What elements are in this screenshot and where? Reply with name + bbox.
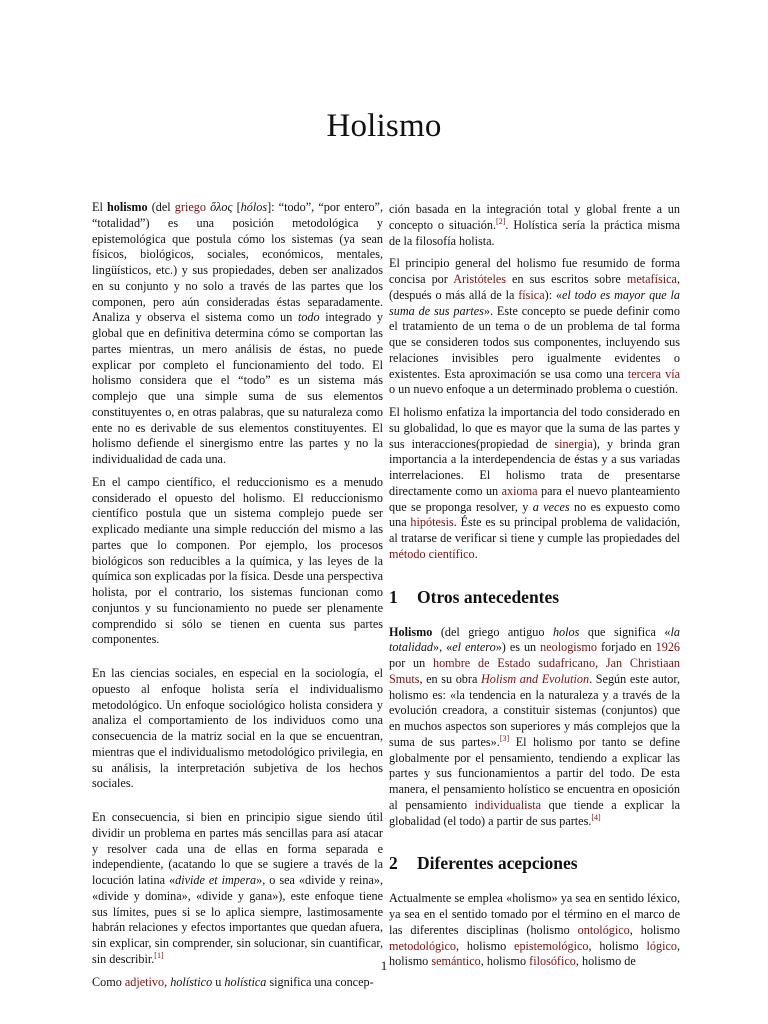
italic-term: holos — [552, 624, 580, 639]
paragraph-adjetivo — [92, 975, 383, 991]
paragraph-principio — [389, 256, 680, 398]
text: forjado en — [597, 640, 656, 655]
section-number: 1 — [389, 586, 398, 607]
text: , holismo — [588, 938, 647, 953]
text: u — [212, 974, 225, 989]
link-metodo-cientifico[interactable]: método científico — [389, 546, 475, 561]
italic-term: holístico — [170, 974, 213, 989]
link-smuts[interactable]: Jan Christiaan Smuts — [389, 656, 681, 686]
section-title: Otros antecedentes — [417, 586, 560, 607]
text: , holismo — [456, 938, 515, 953]
text: ») es un — [495, 640, 541, 655]
bold-term: Holismo — [389, 624, 433, 639]
text: (del griego antiguo — [432, 624, 553, 639]
link-filosofico[interactable]: filosófico — [529, 954, 576, 969]
link-semantico[interactable]: semántico — [431, 954, 481, 969]
text: , holismo — [480, 954, 530, 969]
text: en sus escritos sobre — [506, 272, 627, 286]
link-1926[interactable]: 1926 — [655, 640, 681, 655]
text: ». Este concepto se puede definir como el tratamiento de un tema o de un problema de tal forma que se consideren todos sus componentes, incluyendo sus relaciones invisibles pero igualmente evidentes o existentes. Esta aproximación se usa como una — [389, 303, 680, 381]
text: que tiende a explicar la globalidad (el todo) a partir de sus partes. — [389, 797, 680, 828]
text: por un — [389, 656, 433, 670]
italic-term: hólos — [240, 200, 268, 214]
text: significa una concep- — [266, 974, 374, 989]
link-hombre-de-estado[interactable]: hombre de Estado sudafricano — [432, 656, 596, 670]
reference-3[interactable]: [3] — [499, 733, 510, 743]
italic-quote: el todo es mayor que la suma de sus partes — [389, 287, 680, 318]
left-column — [92, 200, 383, 997]
link-aristoteles[interactable]: Aristóteles — [453, 272, 506, 286]
section-title: Diferentes acepciones — [417, 853, 578, 874]
italic-term: divide et impera — [175, 873, 257, 887]
text: para el nuevo planteamiento que se proponga resolver, y — [389, 483, 680, 514]
italic-term: el entero — [452, 640, 496, 655]
text: El principio general del holismo fue resumido de forma concisa por — [389, 256, 680, 286]
italic-term: a veces — [532, 499, 570, 514]
greek-word: ὅλος — [210, 200, 233, 214]
italic-term: holística — [224, 974, 267, 989]
text: Actualmente se emplea «holismo» ya sea en sentido léxico, ya sea en el sentido tomado por el término en el marco de las diferentes disciplinas (holismo — [389, 891, 680, 937]
paragraph-ciencias-sociales: En las ciencias sociales, en especial en la sociología, el opuesto al enfoque holista sería el individualismo metodológico. Un enfoque sociológico holista considera y analiza el comportamiento de los individuos como una consecuencia de la matriz social en la que se encuentran, mientras que el individualismo metodológico privilegia, en su análisis, la interpretación subjetiva de los hechos sociales. — [92, 666, 383, 791]
text: ), y brinda gran importancia a la interdependencia de éstas y a sus variadas interrelaciones. El holismo trata de presentarse directamente como un — [389, 436, 680, 498]
text: . — [474, 546, 478, 561]
link-griego[interactable]: griego — [174, 200, 206, 214]
text: [ — [232, 200, 241, 214]
text: que significa « — [579, 624, 671, 639]
link-fisica[interactable]: física — [518, 287, 545, 302]
page-title: Holismo — [326, 108, 442, 144]
text: . Según este autor, holismo es: «la tendencia en la naturaleza y a través de la evolución creadora, a constituir sistemas (conjuntos) que en muchos aspectos son superiores y más complejos que la suma de sus partes». — [389, 671, 680, 749]
text: integrado y global que en definitiva determina cómo se comportan las partes mientras, un mero análisis de éstas, no puede explicar por completo el funcionamiento del todo. El holismo considera que el “todo” es un sistema más complejo que una simple suma de sus elementos constituyentes o, en otras palabras, que su naturaleza como ente no es derivable de sus elementos constituyentes. El holismo defiende el sinergismo entre las partes y no la individualidad de cada una. — [92, 310, 383, 466]
bold-term: holismo — [106, 200, 148, 214]
paragraph-reduccionismo: En el campo científico, el reduccionismo es a menudo considerado el opuesto del holismo. El reduccionismo científico postula que un sistema complejo puede ser explicado mediante una simple reducción del mismo a las partes que lo componen. Por ejemplo, los procesos biológicos son reducibles a la química, y las leyes de la química son explicadas por la física. Desde una perspectiva holista, por el contrario, los sistemas funcionan como conjuntos y su funcionamiento no puede ser plenamente comprendido si sólo se tienen en cuenta sus partes componentes. — [92, 474, 383, 647]
link-logico[interactable]: lógico — [646, 938, 677, 953]
paragraph-concepcion — [389, 202, 680, 249]
paragraph-holismo-origen — [389, 625, 680, 830]
page-number: 1 — [380, 958, 388, 973]
section-heading-otros-antecedentes — [389, 587, 680, 607]
link-holism-and-evolution[interactable]: Holism and Evolution — [480, 671, 590, 686]
link-metafisica[interactable]: metafísica — [626, 272, 677, 286]
link-ontologico[interactable]: ontológico — [577, 922, 630, 937]
text: El — [92, 200, 107, 214]
link-metodologico[interactable]: metodológico — [389, 938, 457, 953]
paragraph-definition — [92, 200, 383, 468]
italic-term: la totalidad — [389, 624, 680, 655]
paragraph-consecuencia — [92, 810, 383, 968]
text: En consecuencia, si bien en principio sigue siendo útil dividir un problema en partes más sencillas para así atacar y resolver cada una de ellas en forma separada e independiente, (acatando lo que se sugiere a través de la locución latina « — [92, 810, 383, 887]
text: ): « — [544, 287, 563, 302]
text: (del — [147, 200, 175, 214]
text: , — [164, 974, 171, 989]
right-column — [389, 202, 680, 977]
text: ]: “todo”, “por entero”, “totalidad”) es una posición metodológica y epistemológica que postula cómo los sistemas (ya sean físicos, biológicos, sociales, económicos, mentales, lingüísticos, etc.) y sus propiedades, deben ser analizados en su conjunto y no solo a través de las partes que los componen, pero aún consideradas éstas separadamente. Analiza y observa el sistema como un — [92, 200, 383, 325]
text: , en su obra — [419, 671, 481, 686]
reference-4[interactable]: [4] — [591, 812, 601, 822]
reference-2[interactable]: [2] — [496, 216, 506, 226]
text: El holismo por tanto se define globalmente por el pensamiento, tendiendo a explicar las partes y sus funcionamientos a partir del todo. De esta manera, el pensamiento holístico se encuentra en oposición al pensamiento — [389, 734, 680, 812]
reference-1[interactable]: [1] — [154, 950, 164, 960]
link-sinergia[interactable]: sinergia — [554, 436, 593, 451]
text: , — [595, 656, 606, 670]
link-tercera-via[interactable]: tercera vía — [627, 366, 681, 381]
text: . Éste es su principal problema de validación, al tratarse de verificar si tiene y cumple las propiedades del — [389, 515, 680, 545]
link-individualista[interactable]: individualista — [474, 797, 542, 812]
link-axioma[interactable]: axioma — [501, 483, 538, 498]
text: , holismo — [389, 938, 681, 969]
text: , holismo de — [575, 954, 636, 969]
text: », o sea «divide y reina», «divide y domina», «divide y gana»), este enfoque tiene sus límites, pues si se lo aplica siempre, lastimosamente habrán relaciones y efectos importantes que quedan afuera, sin explicar, sin comprender, sin solucionar, sin cuantificar, sin describir. — [92, 873, 383, 966]
text: Como — [92, 974, 125, 989]
text: . Holística sería la práctica misma de la filosofía holista. — [389, 217, 680, 248]
section-number: 2 — [389, 853, 398, 874]
section-heading-diferentes-acepciones — [389, 853, 680, 873]
text: , holismo — [629, 922, 680, 937]
text: El holismo enfatiza la importancia del todo considerado en su globalidad, lo que es mayor que la suma de las partes y sus interacciones(propiedad de — [389, 405, 680, 451]
link-hipotesis[interactable]: hipótesis — [410, 515, 454, 530]
paragraph-enfatiza — [389, 405, 680, 563]
link-neologismo[interactable]: neologismo — [540, 640, 597, 655]
text: o un nuevo enfoque a un determinado problema o cuestión. — [389, 382, 679, 397]
text: ción basada en la integración total y global frente a un concepto o situación. — [389, 202, 680, 232]
text: », « — [433, 640, 453, 655]
link-epistemologico[interactable]: epistemológico — [514, 938, 589, 953]
text: , (después o más allá de la — [389, 272, 680, 302]
text: no es expuesto como una — [389, 499, 680, 530]
italic-term: todo — [297, 310, 320, 325]
link-adjetivo[interactable]: adjetivo — [124, 974, 165, 989]
